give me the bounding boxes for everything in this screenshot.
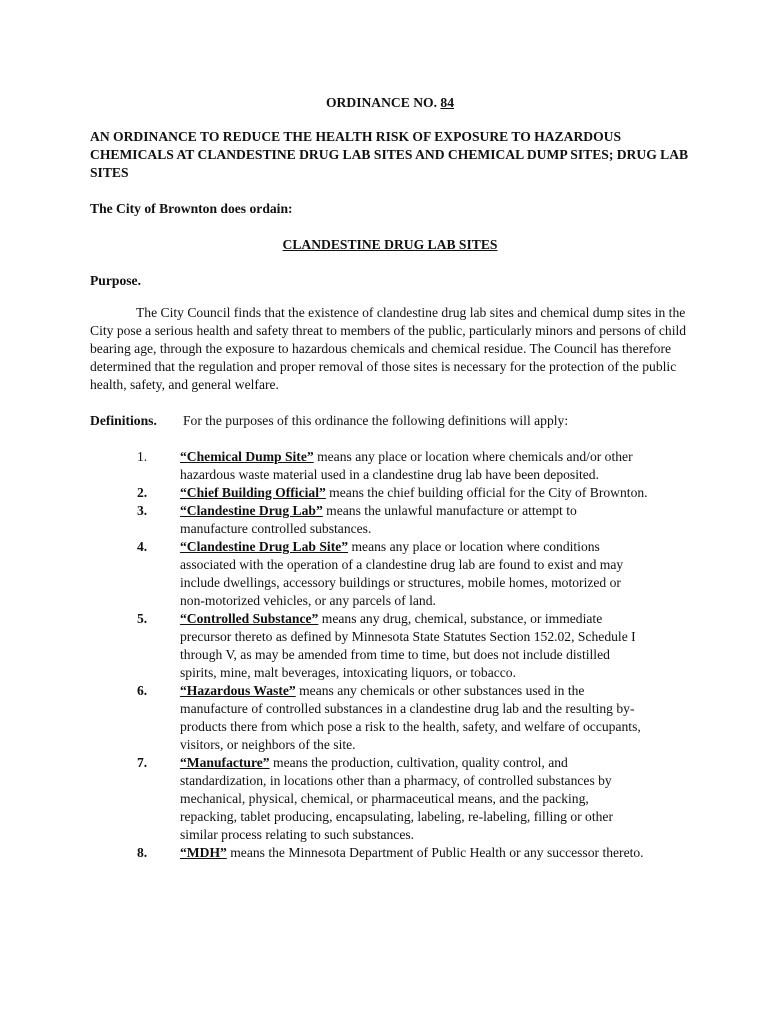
definition-body xyxy=(180,610,648,682)
definition-item xyxy=(90,610,690,682)
definition-text: means the Minnesota Department of Public Health or any successor thereto. xyxy=(226,845,644,860)
definition-item xyxy=(90,502,690,538)
definition-number: 7. xyxy=(137,755,148,770)
purpose-label: Purpose. xyxy=(90,273,141,288)
definition-body xyxy=(180,484,648,502)
definition-item xyxy=(90,538,690,610)
definition-body xyxy=(180,502,648,538)
definition-term: “MDH” xyxy=(180,845,227,860)
definition-term: “Clandestine Drug Lab Site” xyxy=(180,539,349,554)
definition-number: 3. xyxy=(137,503,148,518)
definition-body xyxy=(180,754,648,844)
definition-item xyxy=(90,484,690,502)
definition-body xyxy=(180,844,648,862)
definition-body xyxy=(180,448,648,484)
definition-text: means the production, cultivation, quality control, and standardization, in locations other than a pharmacy, of controlled substances by mechanical, physical, chemical, or pharmaceutical means, and the packing, repacking, tablet producing, encapsulating, labeling, re-labeling, filling or other similar process relating to such substances. xyxy=(180,755,613,842)
definition-term: “Controlled Substance” xyxy=(180,611,319,626)
definition-term: “Hazardous Waste” xyxy=(180,683,296,698)
definition-item xyxy=(90,682,690,754)
ordinance-title-prefix: ORDINANCE NO. xyxy=(325,95,438,110)
purpose-paragraph: The City Council finds that the existence of clandestine drug lab sites and chemical dump sites in the City pose a serious health and safety threat to members of the public, particularly minors and persons of child bearing age, through the exposure to hazardous chemicals and chemical residue. The Council has therefore determined that the regulation and proper removal of those sites is necessary for the protection of the public health, safety, and general welfare. xyxy=(90,305,687,392)
section-title: CLANDESTINE DRUG LAB SITES xyxy=(282,237,498,252)
definition-item xyxy=(90,448,690,484)
definition-number: 6. xyxy=(137,683,148,698)
definition-text: means any place or location where conditions associated with the operation of a clandestine drug lab are found to exist and may include dwellings, accessory buildings or structures, mobile homes, motorized or non-motorized vehicles, or any parcels of land. xyxy=(180,539,624,608)
definition-term: “Chemical Dump Site” xyxy=(180,449,314,464)
definition-number: 2. xyxy=(137,485,148,500)
definitions-label: Definitions. xyxy=(90,413,157,428)
definition-number: 4. xyxy=(137,539,148,554)
definition-term: “Clandestine Drug Lab” xyxy=(180,503,323,518)
definition-term: “Manufacture” xyxy=(180,755,270,770)
definition-body xyxy=(180,538,648,610)
definition-number: 5. xyxy=(137,611,148,626)
definition-number: 8. xyxy=(137,845,148,860)
definition-term: “Chief Building Official” xyxy=(180,485,326,500)
ordinance-heading: AN ORDINANCE TO REDUCE THE HEALTH RISK OF EXPOSURE TO HAZARDOUS CHEMICALS AT CLANDESTINE DRUG LAB SITES AND CHEMICAL DUMP SITES; DRUG LAB SITES xyxy=(90,129,689,180)
definition-text: means any chemicals or other substances used in the manufacture of controlled substances in a clandestine drug lab and the resulting by-products there from which pose a risk to the health, safety, and welfare of occupants, visitors, or neighbors of the site. xyxy=(180,683,641,752)
ordain-statement: The City of Brownton does ordain: xyxy=(90,201,293,216)
definition-item xyxy=(90,844,690,862)
definitions-row xyxy=(90,412,690,430)
definitions-intro: For the purposes of this ordinance the following definitions will apply: xyxy=(183,413,569,428)
definition-item xyxy=(90,754,690,844)
ordinance-document xyxy=(90,94,690,862)
definition-text: means the chief building official for the City of Brownton. xyxy=(325,485,648,500)
definitions-list xyxy=(90,448,690,862)
definition-number: 1. xyxy=(137,449,148,464)
definition-text: means any drug, chemical, substance, or immediate precursor thereto as defined by Minnesota State Statutes Section 152.02, Schedule I through V, as may be amended from time to time, but does not include distilled spirits, mine, malt beverages, intoxicating liquors, or tobacco. xyxy=(180,611,636,680)
definition-text: means the unlawful manufacture or attempt to manufacture controlled substances. xyxy=(180,503,577,536)
ordinance-title xyxy=(90,94,690,112)
ordinance-number: 84 xyxy=(440,95,455,110)
definition-text: means any place or location where chemicals and/or other hazardous waste material used in a clandestine drug lab have been deposited. xyxy=(180,449,633,482)
definition-body xyxy=(180,682,648,754)
